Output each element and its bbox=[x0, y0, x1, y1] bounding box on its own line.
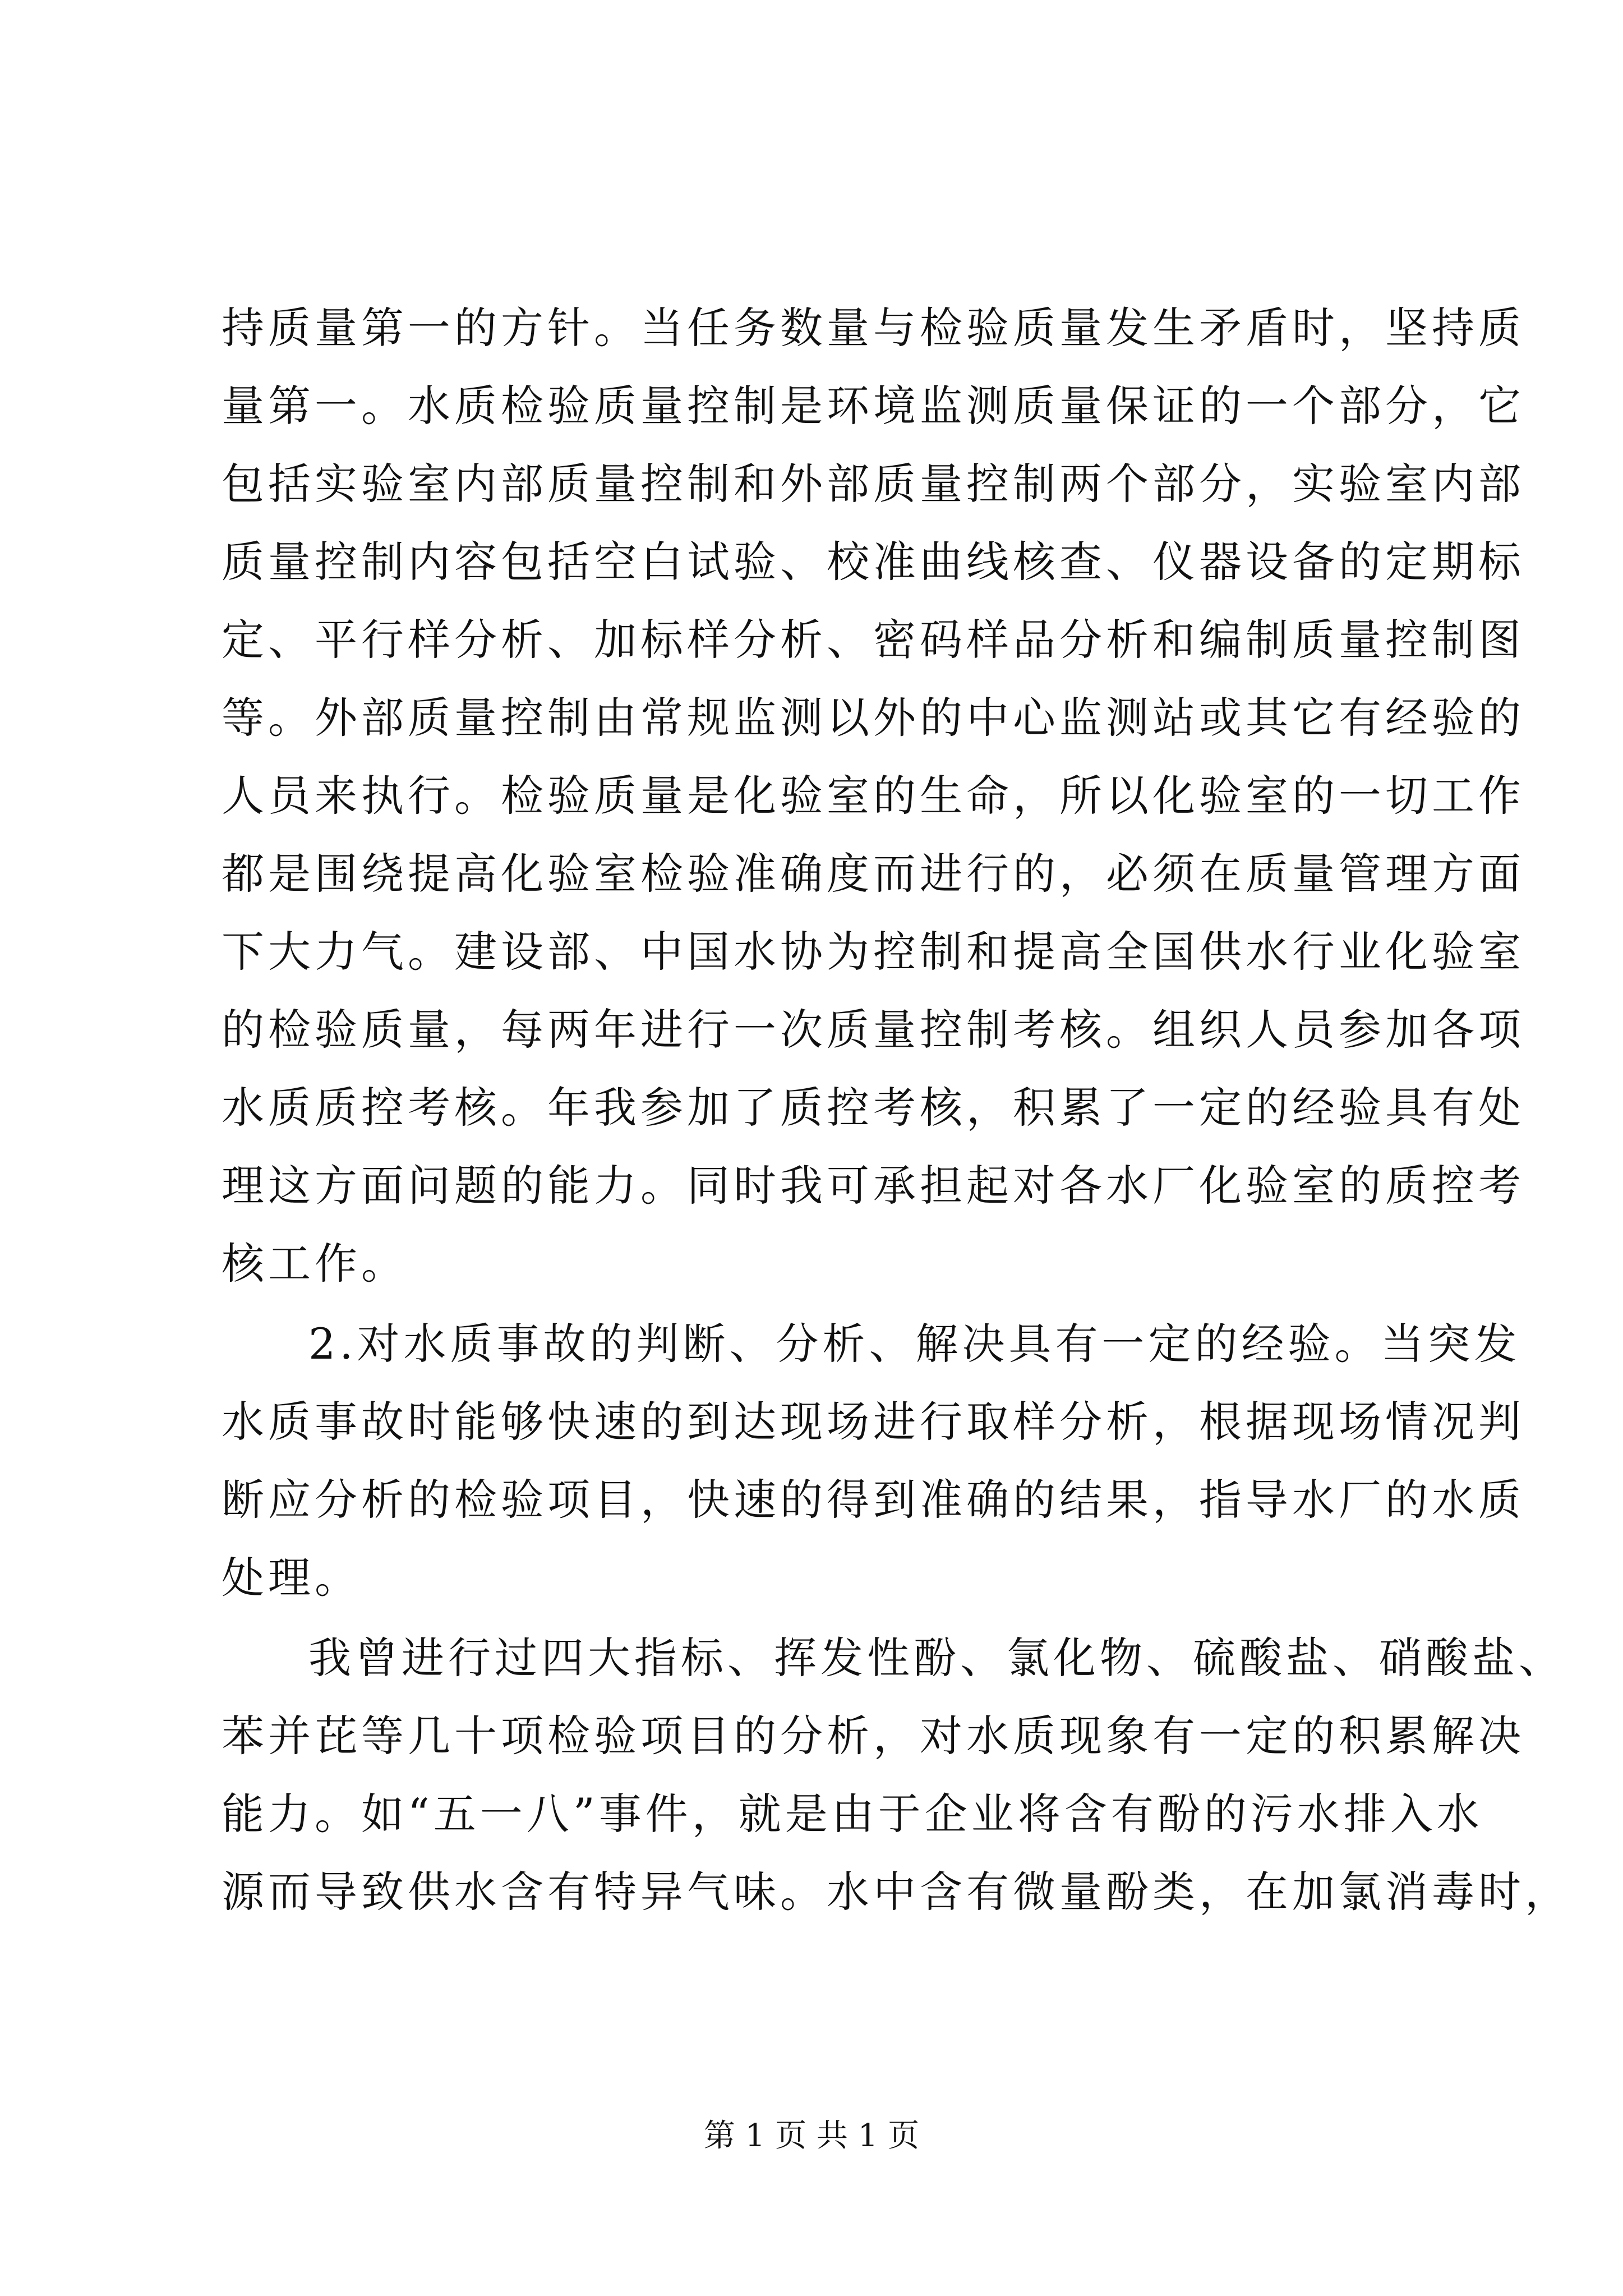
text-line: 水质质控考核。年我参加了质控考核，积累了一定的经验具有处 bbox=[222, 1083, 1525, 1133]
text-line: 苯并芘等几十项检验项目的分析，对水质现象有一定的积累解决 bbox=[222, 1711, 1525, 1761]
text-line: 包括实验室内部质量控制和外部质量控制两个部分，实验室内部 bbox=[222, 459, 1525, 509]
text-line: 处理。 bbox=[222, 1553, 361, 1603]
text-line: 理这方面问题的能力。同时我可承担起对各水厂化验室的质控考 bbox=[222, 1161, 1525, 1211]
text-line: 水质事故时能够快速的到达现场进行取样分析，根据现场情况判 bbox=[222, 1397, 1525, 1447]
text-line: 持质量第一的方针。当任务数量与检验质量发生矛盾时，坚持质 bbox=[222, 303, 1525, 353]
text-line: 都是围绕提高化验室检验准确度而进行的，必须在质量管理方面 bbox=[222, 849, 1525, 899]
text-line: 2.对水质事故的判断、分析、解决具有一定的经验。当突发 bbox=[308, 1319, 1521, 1369]
text-line: 源而导致供水含有特异气味。水中含有微量酚类，在加氯消毒时， bbox=[222, 1867, 1571, 1917]
text-line: 断应分析的检验项目，快速的得到准确的结果，指导水厂的水质 bbox=[222, 1475, 1525, 1525]
text-line: 人员来执行。检验质量是化验室的生命，所以化验室的一切工作 bbox=[222, 771, 1525, 821]
text-line: 下大力气。建设部、中国水协为控制和提高全国供水行业化验室 bbox=[222, 927, 1525, 977]
text-line: 能力。如“五一八”事件，就是由于企业将含有酚的污水排入水 bbox=[222, 1789, 1483, 1839]
page-footer: 第 1 页 共 1 页 bbox=[703, 2118, 920, 2154]
text-line: 量第一。水质检验质量控制是环境监测质量保证的一个部分，它 bbox=[222, 381, 1525, 431]
text-line: 核工作。 bbox=[222, 1239, 408, 1289]
text-line: 质量控制内容包括空白试验、校准曲线核查、仪器设备的定期标 bbox=[222, 537, 1525, 587]
text-line: 定、平行样分析、加标样分析、密码样品分析和编制质量控制图 bbox=[222, 615, 1525, 665]
text-line: 等。外部质量控制由常规监测以外的中心监测站或其它有经验的 bbox=[222, 693, 1525, 743]
text-line: 我曾进行过四大指标、挥发性酚、氯化物、硫酸盐、硝酸盐、 bbox=[308, 1633, 1565, 1683]
text-line: 的检验质量，每两年进行一次质量控制考核。组织人员参加各项 bbox=[222, 1005, 1525, 1055]
